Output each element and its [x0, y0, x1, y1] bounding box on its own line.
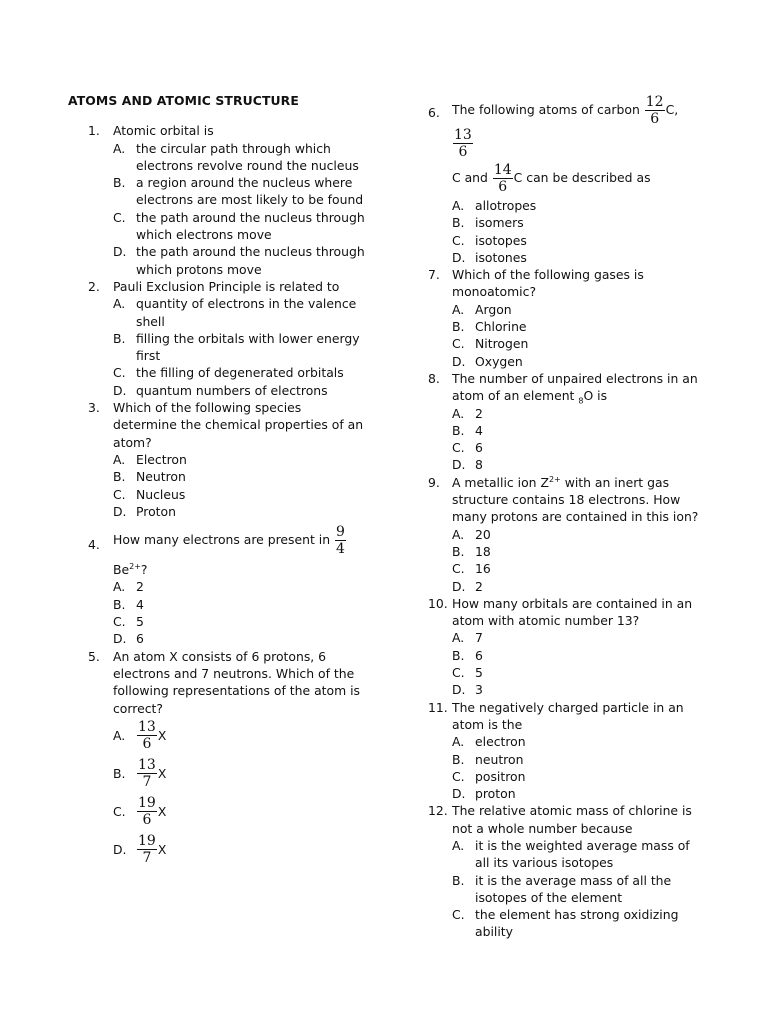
element-symbol: X — [157, 842, 167, 858]
option-a — [113, 295, 368, 330]
left-column — [68, 92, 368, 869]
option-letter: B. — [452, 647, 465, 663]
question-text — [452, 94, 700, 160]
option-text: 3 — [475, 682, 483, 698]
option-a — [452, 526, 700, 543]
question-text-continued — [452, 162, 700, 195]
option-d — [452, 785, 700, 802]
option-letter: C. — [452, 336, 465, 352]
option-a — [113, 717, 368, 755]
option-letter: D. — [452, 786, 466, 802]
question-number: 5. — [88, 648, 100, 664]
question-mark: ? — [140, 562, 148, 578]
question-text — [113, 524, 368, 557]
option-letter: A. — [113, 140, 126, 156]
ion-charge: 2+ — [129, 562, 141, 571]
nuclide-fraction — [335, 524, 346, 557]
question-text-part: The number of unpaired electrons in an atom of an element — [452, 370, 698, 404]
option-c — [452, 439, 700, 456]
option-letter: A. — [113, 296, 126, 312]
option-c — [113, 364, 368, 381]
option-text: 6 — [475, 440, 483, 456]
question-7 — [428, 266, 700, 370]
fraction-denominator: 7 — [142, 850, 152, 867]
question-text: An atom X consists of 6 protons, 6 electrons and 7 neutrons. Which of the following representations of the atom is correct? — [113, 648, 361, 716]
nuclide-fraction — [137, 719, 157, 752]
question-text: How many orbitals are contained in an atom with atomic number 13? — [452, 595, 693, 629]
option-a — [113, 140, 368, 175]
option-d — [452, 353, 700, 370]
option-text: it is the average mass of all the isotopes of the element — [475, 872, 672, 905]
nuclide-fraction — [453, 127, 473, 160]
question-text-continued — [113, 561, 368, 578]
option-b — [452, 872, 700, 907]
option-text: 7 — [475, 630, 483, 646]
nuclide-fraction — [137, 757, 157, 790]
option-d — [113, 503, 368, 520]
question-3 — [68, 399, 368, 520]
option-d — [113, 630, 368, 647]
option-letter: C. — [113, 804, 126, 820]
option-letter: C. — [113, 614, 126, 630]
question-text-part: The following atoms of carbon — [452, 102, 644, 117]
question-6 — [428, 94, 700, 266]
option-text: a region around the nucleus where electrons are most likely to be found — [136, 175, 364, 208]
option-text: 2 — [136, 579, 144, 595]
option-letter: D. — [452, 457, 466, 473]
option-letter: A. — [452, 198, 465, 213]
fraction-denominator: 6 — [142, 812, 152, 829]
option-b — [452, 751, 700, 768]
option-a — [452, 629, 700, 646]
option-c — [452, 768, 700, 785]
fraction-denominator: 6 — [458, 144, 468, 160]
question-text-part: is — [593, 388, 608, 404]
option-text: 8 — [475, 457, 483, 473]
question-text — [452, 474, 700, 526]
option-a — [113, 451, 368, 468]
right-column — [428, 94, 700, 941]
question-10 — [428, 595, 700, 699]
option-letter: A. — [113, 579, 126, 595]
option-letter: C. — [452, 665, 465, 681]
option-b — [452, 543, 700, 560]
option-text: proton — [475, 786, 516, 802]
option-letter: D. — [452, 353, 466, 369]
fraction-numerator: 14 — [493, 162, 512, 178]
option-letter: A. — [452, 405, 465, 421]
option-letter: B. — [452, 422, 465, 438]
option-a — [452, 837, 700, 872]
option-text: quantity of electrons in the valence shell — [136, 296, 357, 329]
question-number: 6. — [428, 105, 440, 120]
option-letter: D. — [113, 503, 127, 519]
option-text: Argon — [475, 301, 512, 317]
option-text: it is the weighted average mass of all its various isotopes — [475, 837, 690, 871]
element-symbol: Be — [113, 562, 130, 578]
option-b — [452, 422, 700, 439]
question-number: 3. — [88, 400, 100, 416]
fraction-denominator: 6 — [142, 736, 152, 753]
element-symbol: X — [157, 804, 167, 820]
option-text: neutron — [475, 751, 524, 767]
option-b — [113, 330, 368, 365]
option-d — [113, 243, 368, 278]
option-text: the path around the nucleus through which electrons move — [136, 209, 365, 243]
option-letter: A. — [452, 301, 465, 317]
option-text: Oxygen — [475, 353, 523, 369]
option-letter: A. — [113, 728, 126, 744]
option-letter: C. — [452, 440, 465, 456]
option-letter: D. — [113, 382, 127, 398]
option-letter: A. — [452, 630, 465, 646]
option-d — [452, 578, 700, 595]
question-text: Atomic orbital is — [113, 123, 214, 139]
fraction-denominator: 6 — [498, 179, 508, 195]
question-11 — [428, 699, 700, 803]
option-letter: B. — [452, 872, 465, 888]
option-letter: D. — [452, 249, 466, 265]
question-2 — [68, 278, 368, 399]
option-letter: B. — [452, 751, 465, 767]
option-letter: B. — [113, 766, 126, 782]
option-c — [452, 335, 700, 352]
option-a — [452, 405, 700, 422]
option-letter: B. — [113, 596, 126, 612]
nuclide-fraction — [645, 94, 665, 127]
nuclide-fraction — [493, 162, 513, 195]
option-d — [113, 382, 368, 399]
option-text: the circular path through which electrons revolve round the nucleus — [136, 140, 359, 173]
question-text-part: How many electrons are present in — [113, 532, 335, 548]
option-text: Nucleus — [136, 486, 186, 502]
option-text: Nitrogen — [475, 336, 529, 352]
option-letter: C. — [452, 907, 465, 923]
element-symbol: C, — [665, 102, 679, 117]
option-b — [452, 214, 700, 231]
option-text: allotropes — [475, 198, 537, 213]
nuclide-fraction — [137, 833, 157, 866]
option-text: isotones — [475, 249, 527, 265]
option-letter: D. — [113, 631, 127, 647]
fraction-numerator: 19 — [138, 795, 156, 812]
question-text-part: C can be described as — [513, 170, 651, 185]
fraction-numerator: 19 — [138, 833, 156, 850]
question-4 — [68, 524, 368, 647]
question-number: 9. — [428, 474, 440, 490]
question-number: 1. — [88, 123, 100, 139]
option-b — [452, 318, 700, 335]
option-text: the path around the nucleus through which protons move — [136, 244, 365, 277]
option-c — [113, 486, 368, 503]
option-letter: B. — [113, 175, 126, 191]
question-9 — [428, 474, 700, 595]
option-text: positron — [475, 768, 526, 784]
option-text: isotopes — [475, 232, 527, 248]
atomic-number: 8 — [578, 396, 584, 406]
option-text: isomers — [475, 215, 524, 231]
option-letter: D. — [113, 842, 127, 858]
question-8 — [428, 370, 700, 474]
option-text: 20 — [475, 526, 491, 542]
option-d — [452, 456, 700, 473]
option-text: 5 — [475, 665, 483, 681]
option-text: Proton — [136, 503, 176, 519]
option-letter: A. — [452, 837, 465, 853]
option-text: 18 — [475, 543, 491, 559]
option-d — [452, 681, 700, 698]
question-number: 10. — [428, 595, 448, 611]
option-text: electron — [475, 734, 526, 750]
fraction-numerator: 13 — [138, 757, 156, 774]
option-letter: C. — [452, 768, 465, 784]
option-a — [452, 733, 700, 750]
option-letter: D. — [452, 578, 466, 594]
option-c — [452, 232, 700, 249]
question-text: The negatively charged particle in an atom is the — [452, 699, 684, 732]
option-b — [452, 647, 700, 664]
option-letter: A. — [113, 451, 126, 467]
option-b — [113, 468, 368, 485]
option-letter: C. — [452, 232, 465, 248]
question-text: Which of the following gases is monoatomic? — [452, 267, 644, 300]
element-symbol: X — [157, 766, 167, 782]
question-text-part: A metallic ion Z — [452, 474, 549, 490]
option-text: the filling of degenerated orbitals — [136, 365, 344, 381]
question-1 — [68, 122, 368, 278]
question-text-part: C and — [452, 170, 492, 185]
option-text: Chlorine — [475, 319, 527, 335]
question-number: 7. — [428, 267, 440, 283]
option-text: 5 — [136, 614, 144, 630]
option-c — [452, 664, 700, 681]
option-letter: A. — [452, 526, 465, 542]
option-text: 16 — [475, 561, 491, 577]
option-text: 2 — [475, 578, 483, 594]
option-letter: B. — [113, 330, 126, 346]
option-c — [113, 613, 368, 630]
option-c — [452, 906, 700, 941]
option-text: the element has strong oxidizing ability — [475, 907, 679, 940]
option-b — [113, 174, 368, 209]
question-text — [452, 370, 700, 405]
fraction-denominator: 7 — [142, 774, 152, 791]
option-c — [452, 560, 700, 577]
element-symbol: X — [157, 728, 167, 744]
option-letter: C. — [113, 365, 126, 381]
option-d — [113, 831, 368, 869]
option-letter: C. — [113, 486, 126, 502]
fraction-denominator: 6 — [650, 111, 660, 127]
option-a — [452, 301, 700, 318]
option-text: 2 — [475, 405, 483, 421]
question-number: 11. — [428, 699, 448, 715]
option-letter: C. — [452, 561, 465, 577]
option-letter: A. — [452, 734, 465, 750]
fraction-denominator: 4 — [336, 541, 345, 558]
question-number: 8. — [428, 370, 440, 386]
option-a — [452, 197, 700, 214]
option-letter: B. — [452, 215, 465, 231]
option-text: Neutron — [136, 469, 186, 485]
option-text: 6 — [136, 631, 144, 647]
question-text: Which of the following species determine the chemical properties of an atom? — [113, 400, 364, 450]
option-text: 4 — [136, 596, 144, 612]
question-text-part: with an inert gas structure contains 18 electrons. How many protons are contained in this ion? — [452, 474, 699, 525]
option-a — [113, 578, 368, 595]
fraction-numerator: 12 — [645, 94, 664, 110]
option-letter: B. — [452, 543, 465, 559]
option-text: 6 — [475, 647, 483, 663]
option-d — [452, 249, 700, 266]
option-text: 4 — [475, 422, 483, 438]
question-5 — [68, 648, 368, 869]
fraction-numerator: 9 — [336, 524, 345, 541]
option-letter: D. — [452, 682, 466, 698]
option-letter: C. — [113, 209, 126, 225]
question-12 — [428, 802, 700, 940]
element-symbol: O — [583, 388, 594, 404]
option-letter: B. — [113, 469, 126, 485]
document-title: ATOMS AND ATOMIC STRUCTURE — [68, 93, 299, 108]
question-text: The relative atomic mass of chlorine is not a whole number because — [452, 803, 692, 836]
option-letter: D. — [113, 244, 127, 260]
option-c — [113, 209, 368, 244]
question-number: 2. — [88, 278, 100, 294]
option-text: Electron — [136, 451, 187, 467]
option-text: quantum numbers of electrons — [136, 382, 328, 398]
option-b — [113, 596, 368, 613]
nuclide-fraction — [137, 795, 157, 828]
ion-charge: 2+ — [548, 474, 561, 484]
question-number: 4. — [88, 537, 100, 553]
option-letter: B. — [452, 319, 465, 335]
question-text: Pauli Exclusion Principle is related to — [113, 278, 340, 294]
fraction-numerator: 13 — [454, 127, 472, 143]
option-c — [113, 793, 368, 831]
fraction-numerator: 13 — [138, 719, 156, 736]
option-b — [113, 755, 368, 793]
question-number: 12. — [428, 803, 448, 819]
option-text: filling the orbitals with lower energy first — [136, 330, 360, 364]
